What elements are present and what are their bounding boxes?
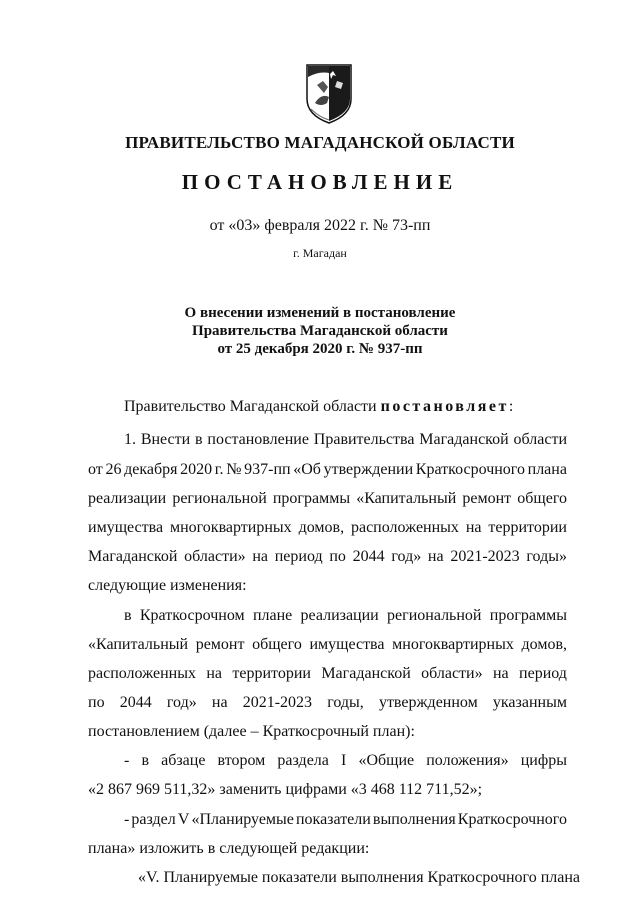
- word: общего: [252, 636, 302, 653]
- government-name: ПРАВИТЕЛЬСТВО МАГАДАНСКОЙ ОБЛАСТИ: [125, 133, 515, 152]
- word: положения»: [426, 752, 509, 769]
- word: период: [274, 548, 323, 565]
- word: год»: [166, 694, 197, 711]
- word: программы: [489, 607, 567, 624]
- word: расположенных: [350, 519, 459, 536]
- word: постановление: [207, 431, 309, 448]
- word: территории: [232, 665, 311, 682]
- word: ремонт: [195, 636, 245, 653]
- word: на: [206, 665, 223, 682]
- word: годы»: [526, 548, 567, 565]
- word: Внести: [140, 431, 191, 448]
- word: ремонт: [462, 490, 512, 507]
- word: в: [195, 431, 203, 448]
- word: плана: [527, 461, 567, 478]
- word: выполнения: [372, 811, 456, 828]
- paragraph-line: [88, 636, 567, 654]
- word: «Общие: [358, 752, 415, 769]
- word: 2044: [352, 548, 385, 565]
- paragraph-line: [124, 752, 567, 770]
- word: домов,: [521, 636, 567, 653]
- word: -: [124, 811, 130, 828]
- preamble-prefix: Правительство Магаданской области: [124, 398, 381, 415]
- word: в: [141, 752, 149, 769]
- subject-line: Правительства Магаданской области: [192, 323, 448, 339]
- word: 1.: [124, 431, 136, 448]
- word: территории: [488, 519, 567, 536]
- word: в: [124, 607, 132, 624]
- word: плане: [252, 607, 293, 624]
- word: I: [341, 752, 347, 769]
- word: имущества: [88, 519, 164, 536]
- word: расположенных: [88, 665, 196, 682]
- paragraph-line: [124, 811, 567, 829]
- word: от: [88, 461, 103, 478]
- coat-of-arms-icon: [303, 63, 355, 125]
- word: декабря: [124, 461, 178, 478]
- word: многоквартирных: [392, 636, 514, 653]
- paragraph-line: [88, 665, 567, 683]
- word: «Планируемые: [191, 811, 294, 828]
- word: утверждении: [323, 461, 414, 478]
- word: V: [177, 811, 190, 828]
- word: показатели: [295, 811, 371, 828]
- preamble-keyword: постановляет: [380, 398, 509, 415]
- paragraph-line: [88, 548, 567, 566]
- paragraph-line: следующие изменения:: [88, 577, 247, 594]
- word: «Капитальный: [356, 490, 457, 507]
- word: на: [211, 694, 228, 711]
- word: 26: [105, 461, 122, 478]
- word: год»: [391, 548, 422, 565]
- word: по: [88, 694, 105, 711]
- word: утвержденном: [378, 694, 478, 711]
- word: «Капитальный: [88, 636, 189, 653]
- subject-line: О внесении изменений в постановление: [184, 305, 456, 321]
- word: годы,: [327, 694, 364, 711]
- word: региональной: [172, 490, 267, 507]
- word: Краткосрочном: [139, 607, 245, 624]
- word: цифры: [520, 752, 567, 769]
- paragraph-line: «2 867 969 511,32» заменить цифрами «3 468 112 711,52»;: [88, 781, 483, 798]
- paragraph-line: [88, 490, 567, 508]
- word: реализации: [300, 607, 379, 624]
- paragraph-line: [124, 431, 567, 449]
- word: 2044: [119, 694, 152, 711]
- word: домов,: [298, 519, 345, 536]
- word: области: [513, 431, 567, 448]
- word: Правительства: [313, 431, 415, 448]
- paragraph-line: [124, 607, 567, 625]
- paragraph-line: [88, 461, 567, 479]
- word: раздел: [131, 811, 176, 828]
- word: 2021-2023: [450, 548, 520, 565]
- word: многоквартирных: [169, 519, 292, 536]
- preamble: [124, 398, 513, 416]
- word: Магаданской: [419, 431, 509, 448]
- word: общего: [517, 490, 567, 507]
- document-place: г. Магадан: [293, 246, 347, 260]
- word: Краткосрочного: [457, 811, 567, 828]
- word: области»: [421, 665, 483, 682]
- word: имущества: [309, 636, 385, 653]
- word: втором: [217, 752, 266, 769]
- preamble-suffix: :: [508, 398, 514, 415]
- document-type: ПОСТАНОВЛЕНИЕ: [181, 170, 459, 194]
- paragraph-line: постановлением (далее – Краткосрочный план):: [88, 723, 415, 740]
- word: Краткосрочного: [415, 461, 525, 478]
- word: на: [465, 519, 482, 536]
- word: раздела: [277, 752, 329, 769]
- word: региональной: [387, 607, 482, 624]
- word: области»: [184, 548, 246, 565]
- paragraph-line: плана» изложить в следующей редакции:: [88, 840, 370, 857]
- paragraph-line: [88, 519, 567, 537]
- word: период: [519, 665, 567, 682]
- word: 937-пп: [244, 461, 291, 478]
- word: программы: [272, 490, 351, 507]
- word: 2021-2023: [242, 694, 313, 711]
- word: Магаданской: [88, 548, 178, 565]
- document-subject: [0, 304, 640, 358]
- word: на: [492, 665, 509, 682]
- word: -: [124, 752, 130, 769]
- word: 2020: [180, 461, 213, 478]
- word: абзаце: [161, 752, 206, 769]
- paragraph-line: «V. Планируемые показатели выполнения Краткосрочного плана: [138, 869, 581, 886]
- word: «Об: [293, 461, 321, 478]
- word: реализации: [88, 490, 167, 507]
- paragraph-line: [88, 694, 567, 712]
- word: по: [329, 548, 346, 565]
- document-date-number: от «03» февраля 2022 г. № 73-пп: [209, 217, 431, 234]
- word: г.: [214, 461, 224, 478]
- word: Магаданской: [321, 665, 411, 682]
- word: №: [226, 461, 242, 478]
- word: на: [427, 548, 444, 565]
- word: на: [252, 548, 269, 565]
- word: указанным: [492, 694, 567, 711]
- subject-line: от 25 декабря 2020 г. № 937-пп: [217, 341, 423, 357]
